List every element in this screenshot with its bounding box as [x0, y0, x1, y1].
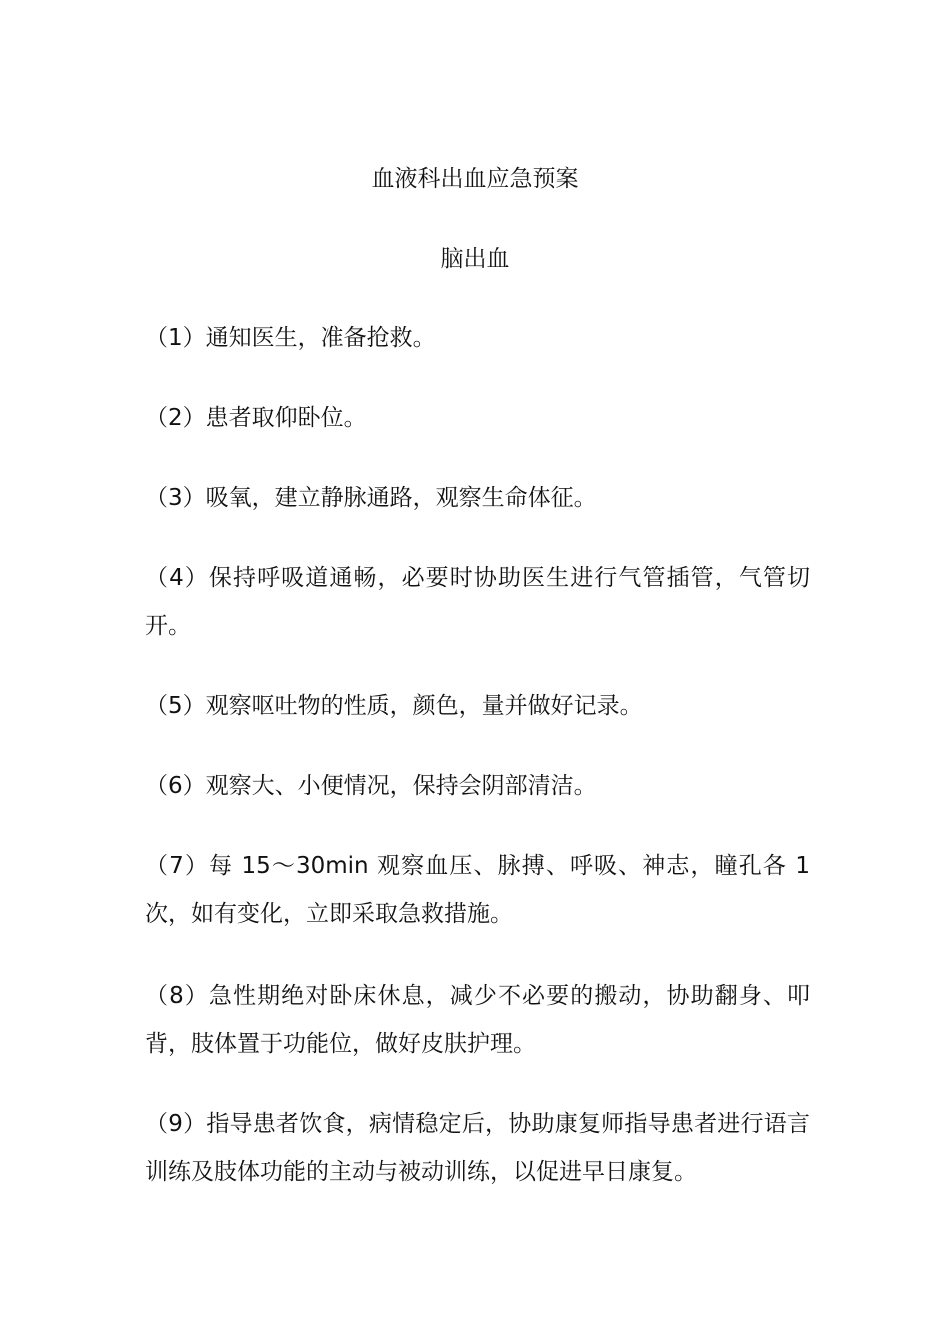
section-title: 脑出血	[440, 246, 510, 272]
list-item: （2）患者取仰卧位。	[145, 405, 367, 431]
list-item: （1）通知医生，准备抢救。	[145, 325, 436, 351]
document-title: 血液科出血应急预案	[371, 166, 579, 192]
list-item: （5）观察呕吐物的性质，颜色，量并做好记录。	[145, 693, 643, 719]
list-item: （3）吸氧，建立静脉通路，观察生命体征。	[145, 485, 597, 511]
list-item: （4）保持呼吸道通畅，必要时协助医生进行气管插管，气管切开。	[145, 565, 810, 639]
list-item: （7）每 15～30min 观察血压、脉搏、呼吸、神志，瞳孔各 1 次，如有变化，立即采取急救措施。	[145, 853, 810, 927]
list-item: （9）指导患者饮食，病情稳定后，协助康复师指导患者进行语言训练及肢体功能的主动与被动训练，以促进早日康复。	[145, 1111, 810, 1185]
list-item: （8）急性期绝对卧床休息，减少不必要的搬动，协助翻身、叩背，肢体置于功能位，做好皮肤护理。	[145, 983, 810, 1057]
list-item: （6）观察大、小便情况，保持会阴部清洁。	[145, 773, 597, 799]
